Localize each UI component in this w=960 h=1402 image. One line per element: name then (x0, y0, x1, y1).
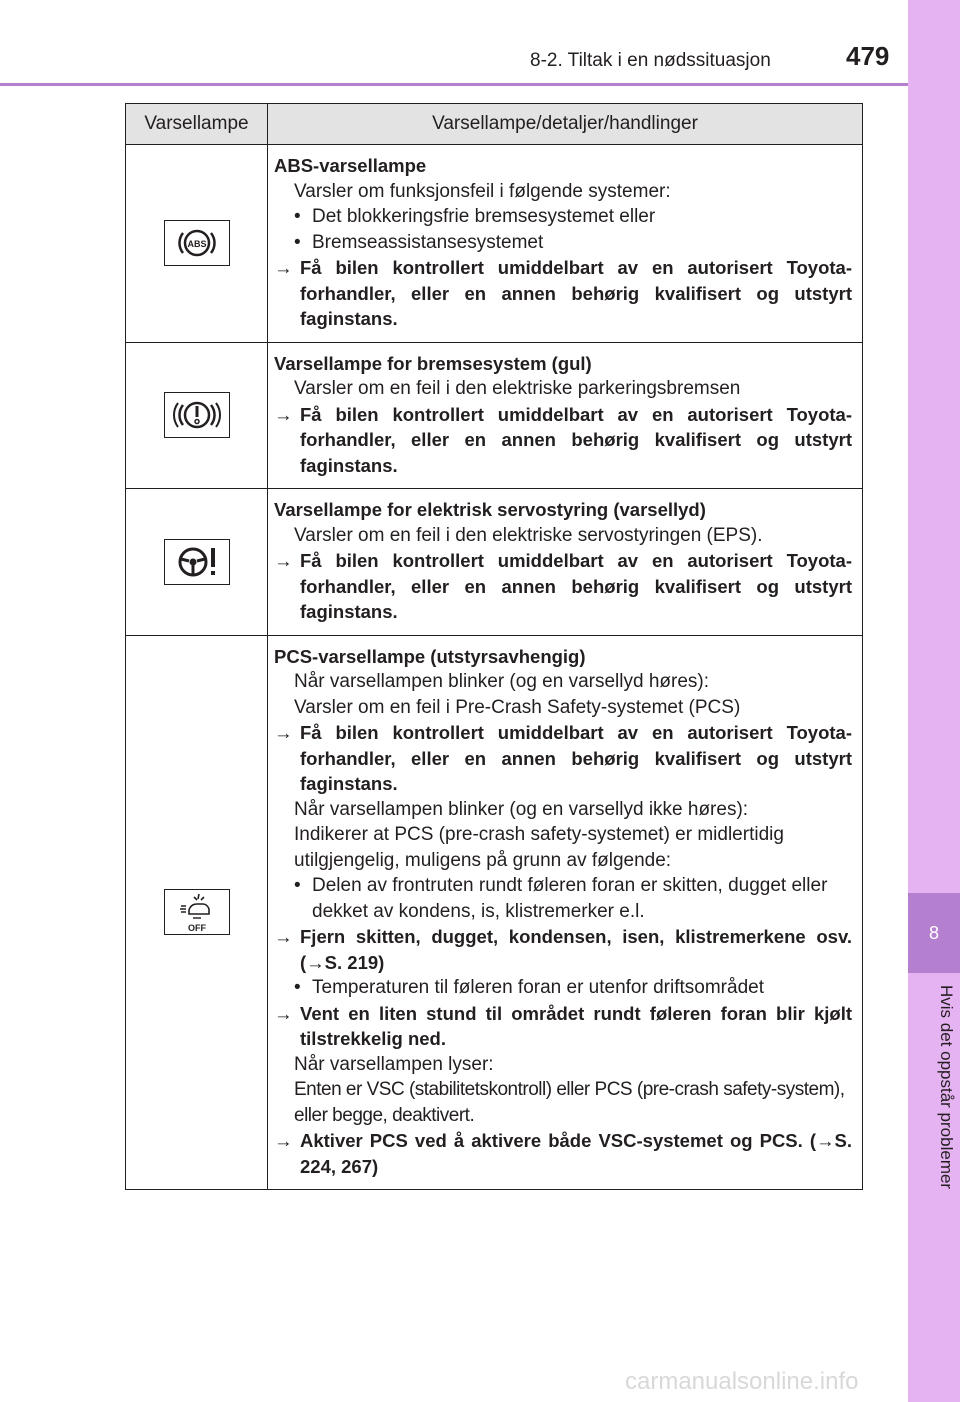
svg-text:ABS: ABS (186, 239, 207, 250)
table-row (126, 145, 863, 343)
light-description: Varsler om en feil i Pre-Crash Safety-systemet (PCS) (294, 696, 741, 718)
light-title: Varsellampe for bremsesystem (gul) (274, 352, 592, 374)
arrow-icon: → (274, 1130, 293, 1151)
section-title: 8-2. Tiltak i en nødssituasjon (530, 50, 771, 71)
arrow-icon: → (274, 403, 293, 425)
chapter-number: 8 (908, 893, 960, 973)
chapter-title: Hvis det oppstår problemer (937, 985, 956, 1190)
icon-cell (126, 342, 268, 489)
action-step: → Få bilen kontrollert umiddelbart av en autorisert Toyota-forhandler, eller en annen behørig kvalifisert og utstyrt faginstans. (274, 550, 852, 622)
table-row (126, 489, 863, 636)
action-step: → Aktiver PCS ved å aktivere både VSC-systemet og PCS. (→S. 224, 267) (274, 1130, 852, 1177)
detail-cell (268, 342, 863, 489)
detail-cell (268, 635, 863, 1190)
col-header-details: Varsellampe/detaljer/handlinger (268, 104, 863, 145)
table-header-row (126, 104, 863, 145)
arrow-icon: → (274, 926, 293, 947)
detail-cell (268, 489, 863, 636)
action-step: → Vent en liten stund til området rundt føleren foran blir kjølt tilstrekkelig ned. (274, 1002, 852, 1049)
pcs-off-label: OFF (187, 923, 206, 934)
icon-cell (126, 489, 268, 636)
condition-text: Når varsellampen lyser: (294, 1053, 494, 1075)
action-step: → Fjern skitten, dugget, kondensen, isen, klistremerkene osv. (→S. 219) (274, 926, 852, 973)
arrow-icon: → (274, 1002, 293, 1024)
arrow-icon: → (274, 722, 293, 743)
arrow-icon: → (274, 550, 293, 571)
bullet-item: • Bremseassistansesystemet (274, 230, 852, 256)
condition-text: Når varsellampen blinker (og en varsellyd høres): (294, 671, 709, 692)
header-divider (0, 83, 908, 86)
watermark: carmanualsonline.info (625, 1368, 859, 1395)
bullet-item: • Delen av frontruten rundt føleren foran er skitten, dugget eller dekket av kondens, is, klistremerker e.l. (274, 873, 852, 924)
page-number: 479 (846, 41, 890, 71)
arrow-icon: → (274, 257, 293, 278)
light-title: ABS-varsellampe (274, 155, 427, 176)
eps-warning-icon (164, 539, 230, 585)
col-header-light: Varsellampe (126, 104, 268, 145)
reference-arrow-icon: → (816, 1130, 835, 1151)
icon-cell (126, 145, 268, 343)
light-description: Enten er VSC (stabilitetskontroll) eller PCS (pre-crash safety-system), eller begge, deaktivert. (294, 1079, 845, 1126)
brake-system-warning-icon (164, 392, 230, 438)
action-step: → Få bilen kontrollert umiddelbart av en autorisert Toyota-forhandler, eller en annen behørig kvalifisert og utstyrt faginstans. (274, 403, 852, 476)
warning-light-table (125, 103, 863, 1190)
detail-cell (268, 145, 863, 343)
light-description: Varsler om funksjonsfeil i følgende systemer: (294, 180, 671, 202)
abs-warning-icon (164, 220, 230, 266)
condition-text: Når varsellampen blinker (og en varsellyd ikke høres): (294, 798, 749, 820)
reference-arrow-icon: → (306, 951, 325, 973)
icon-cell (126, 635, 268, 1190)
light-title: PCS-varsellampe (utstyrsavhengig) (274, 645, 586, 667)
light-description: Varsler om en feil i den elektriske parkeringsbremsen (294, 378, 741, 399)
chapter-side-tab (908, 0, 960, 1402)
light-title: Varsellampe for elektrisk servostyring (varsellyd) (274, 499, 706, 520)
table-row (126, 635, 863, 1190)
pcs-off-icon (164, 889, 230, 935)
light-description: Indikerer at PCS (pre-crash safety-systemet) er midlertidig utilgjengelig, muligens på grunn av følgende: (294, 824, 784, 871)
table-row (126, 342, 863, 489)
light-description: Varsler om en feil i den elektriske servostyringen (EPS). (294, 524, 763, 546)
bullet-item: • Temperaturen til føleren foran er utenfor driftsområdet (274, 975, 852, 1001)
action-step: → Få bilen kontrollert umiddelbart av en autorisert Toyota-forhandler, eller en annen behørig kvalifisert og utstyrt faginstans. (274, 257, 852, 329)
bullet-item: • Det blokkeringsfrie bremsesystemet eller (274, 204, 852, 230)
action-step: → Få bilen kontrollert umiddelbart av en autorisert Toyota-forhandler, eller en annen behørig kvalifisert og utstyrt faginstans. (274, 722, 852, 794)
